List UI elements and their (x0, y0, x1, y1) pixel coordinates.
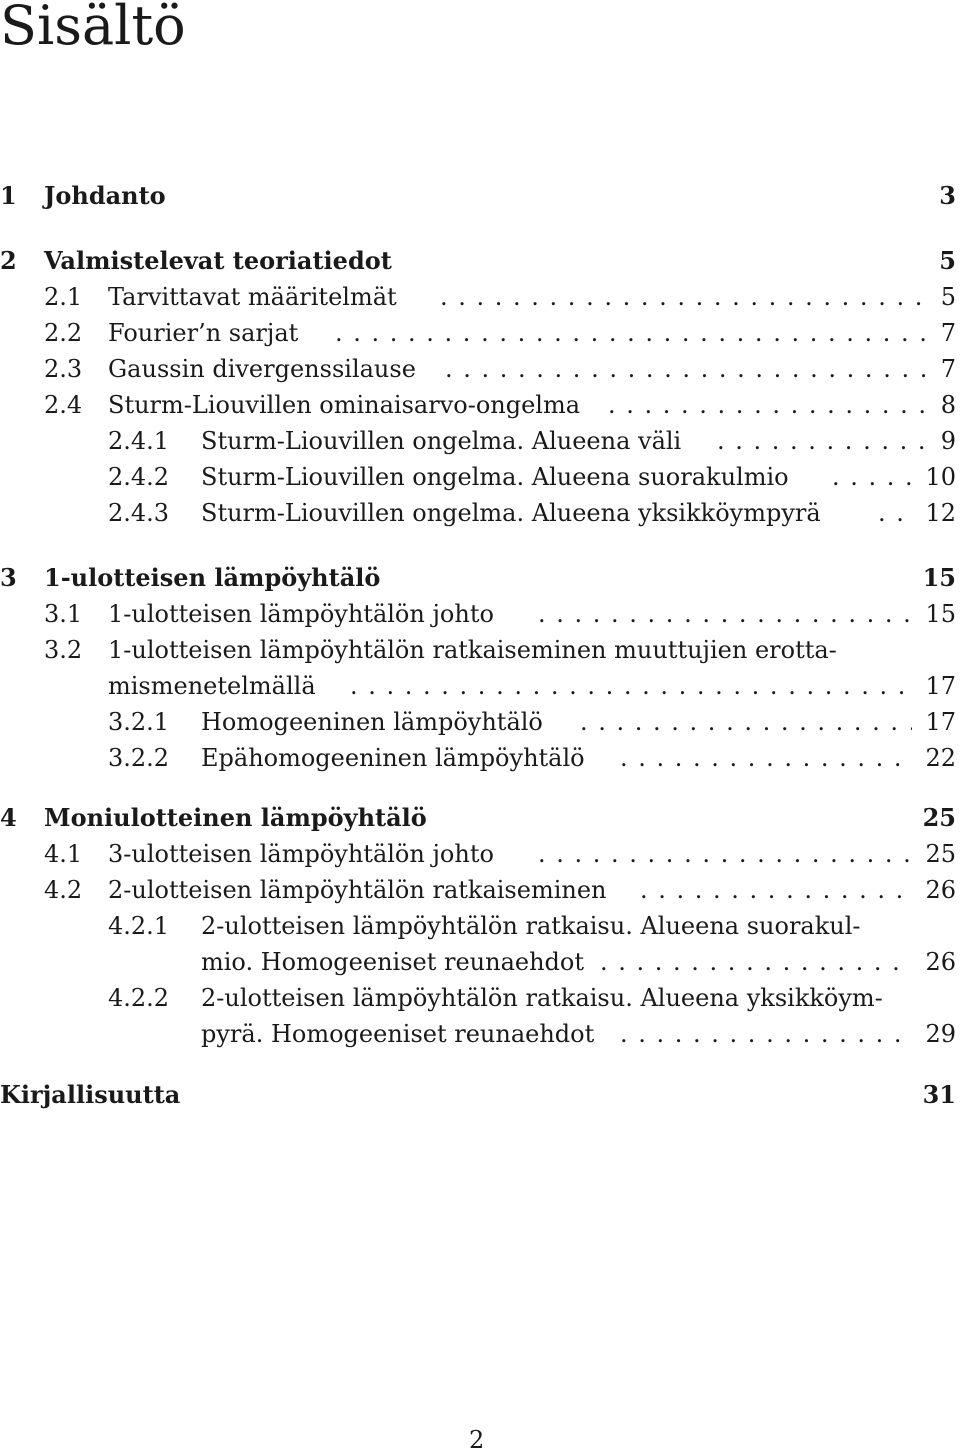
toc-section-2-3[interactable] (0, 351, 958, 387)
toc-page: 26 (925, 876, 956, 904)
toc-title: 2-ulotteisen lämpöyhtälön ratkaisu. Alueena yksikköym- (201, 984, 883, 1012)
toc-page: 7 (940, 355, 956, 383)
toc-page: 25 (925, 840, 956, 868)
toc-subsection-2-4-1[interactable] (0, 423, 958, 459)
toc-title: 1-ulotteisen lämpöyhtälö (44, 563, 381, 592)
toc-page: 29 (925, 1020, 956, 1048)
toc-leader (640, 872, 912, 908)
page-number: 2 (469, 1426, 485, 1454)
toc-title: Kirjallisuutta (0, 1080, 181, 1109)
toc-page: 7 (940, 319, 956, 347)
toc-title: Valmistelevat teoriatiedot (44, 246, 392, 275)
toc-subsection-3-2-2[interactable] (0, 740, 958, 776)
toc-number: 3.1 (44, 600, 83, 628)
toc-subsection-3-2-1[interactable] (0, 704, 958, 740)
toc-leader (608, 387, 925, 423)
toc-number: 4.1 (44, 840, 83, 868)
toc-number: 2.4.1 (108, 427, 170, 455)
toc-page: 5 (940, 283, 956, 311)
toc-section-4-2[interactable] (0, 872, 958, 908)
toc-subsection-4-2-2-line2[interactable] (0, 1016, 958, 1052)
toc-chapter-1[interactable] (0, 178, 958, 214)
toc-chapter-4[interactable] (0, 800, 958, 836)
page-title: Sisältö (0, 0, 186, 57)
toc-section-3-2-line1[interactable] (0, 632, 958, 668)
toc-number: 4 (0, 803, 17, 832)
toc-title: Sturm-Liouvillen ominaisarvo-ongelma (108, 391, 581, 419)
toc-title: Sturm-Liouvillen ongelma. Alueena yksikköympyrä (201, 499, 821, 527)
toc-title: Sturm-Liouvillen ongelma. Alueena väli (201, 427, 682, 455)
toc-leader (878, 495, 912, 531)
toc-number: 2.4.3 (108, 499, 170, 527)
toc-number: 3.2 (44, 636, 83, 664)
toc-title: Johdanto (44, 181, 166, 210)
toc-section-2-1[interactable] (0, 279, 958, 315)
toc-number: 1 (0, 181, 17, 210)
toc-section-4-1[interactable] (0, 836, 958, 872)
toc-leader (440, 279, 925, 315)
toc-number: 4.2.2 (108, 984, 170, 1012)
toc-section-2-4[interactable] (0, 387, 958, 423)
toc-title: 2-ulotteisen lämpöyhtälön ratkaiseminen (108, 876, 607, 904)
toc-subsection-2-4-2[interactable] (0, 459, 958, 495)
toc-page: 17 (925, 672, 956, 700)
toc-title: 1-ulotteisen lämpöyhtälön ratkaiseminen muuttujien erotta- (108, 636, 837, 664)
toc-leader (538, 596, 912, 632)
toc-page: 15 (925, 600, 956, 628)
toc-page: 8 (940, 391, 956, 419)
toc-leader (620, 740, 912, 776)
toc-title: 1-ulotteisen lämpöyhtälön johto (108, 600, 494, 628)
toc-title: Fourier’n sarjat (108, 319, 299, 347)
toc-section-3-2-line2[interactable] (0, 668, 958, 704)
toc-title: Epähomogeeninen lämpöyhtälö (201, 744, 585, 772)
toc-title: 3-ulotteisen lämpöyhtälön johto (108, 840, 494, 868)
toc-subsection-2-4-3[interactable] (0, 495, 958, 531)
toc-chapter-2[interactable] (0, 243, 958, 279)
toc-number: 2.4.2 (108, 463, 170, 491)
toc-chapter-3[interactable] (0, 560, 958, 596)
toc-page: 9 (940, 427, 956, 455)
toc-page: 22 (925, 744, 956, 772)
toc-page: 3 (939, 181, 956, 210)
toc-title: Moniulotteinen lämpöyhtälö (44, 803, 427, 832)
toc-number: 3 (0, 563, 17, 592)
toc-title: Tarvittavat määritelmät (108, 283, 397, 311)
toc-page: 15 (922, 563, 956, 592)
toc-page: 5 (939, 246, 956, 275)
toc-leader (350, 668, 912, 704)
toc-number: 3.2.1 (108, 708, 170, 736)
toc-number: 2.2 (44, 319, 83, 347)
toc-page: 25 (922, 803, 956, 832)
toc-title: Sturm-Liouvillen ongelma. Alueena suorakulmio (201, 463, 789, 491)
toc-title: 2-ulotteisen lämpöyhtälön ratkaisu. Alueena suorakul- (201, 912, 861, 940)
toc-leader (538, 836, 912, 872)
toc-section-2-2[interactable] (0, 315, 958, 351)
toc-title-continued: pyrä. Homogeeniset reunaehdot (201, 1020, 595, 1048)
toc-leader (580, 704, 912, 740)
toc-title-continued: mio. Homogeeniset reunaehdot (201, 948, 585, 976)
toc-page: 10 (925, 463, 956, 491)
toc-page: 26 (925, 948, 956, 976)
toc-page: 12 (925, 499, 956, 527)
toc-title-continued: mismenetelmällä (108, 672, 316, 700)
toc-number: 2.4 (44, 391, 83, 419)
toc-subsection-4-2-2-line1[interactable] (0, 980, 958, 1016)
toc-bibliography[interactable] (0, 1077, 958, 1113)
toc-number: 4.2.1 (108, 912, 170, 940)
toc-leader (620, 1016, 912, 1052)
toc-number: 2.1 (44, 283, 83, 311)
toc-leader (445, 351, 925, 387)
toc-number: 3.2.2 (108, 744, 170, 772)
toc-leader (335, 315, 925, 351)
toc-title: Homogeeninen lämpöyhtälö (201, 708, 543, 736)
toc-section-3-1[interactable] (0, 596, 958, 632)
toc-subsection-4-2-1-line2[interactable] (0, 944, 958, 980)
toc-leader (600, 944, 912, 980)
toc-title: Gaussin divergenssilause (108, 355, 416, 383)
toc-leader (832, 459, 912, 495)
toc-leader (717, 423, 925, 459)
toc-number: 4.2 (44, 876, 83, 904)
toc-number: 2.3 (44, 355, 83, 383)
toc-number: 2 (0, 246, 17, 275)
toc-subsection-4-2-1-line1[interactable] (0, 908, 958, 944)
toc-page: 17 (925, 708, 956, 736)
toc-page: 31 (922, 1080, 956, 1109)
